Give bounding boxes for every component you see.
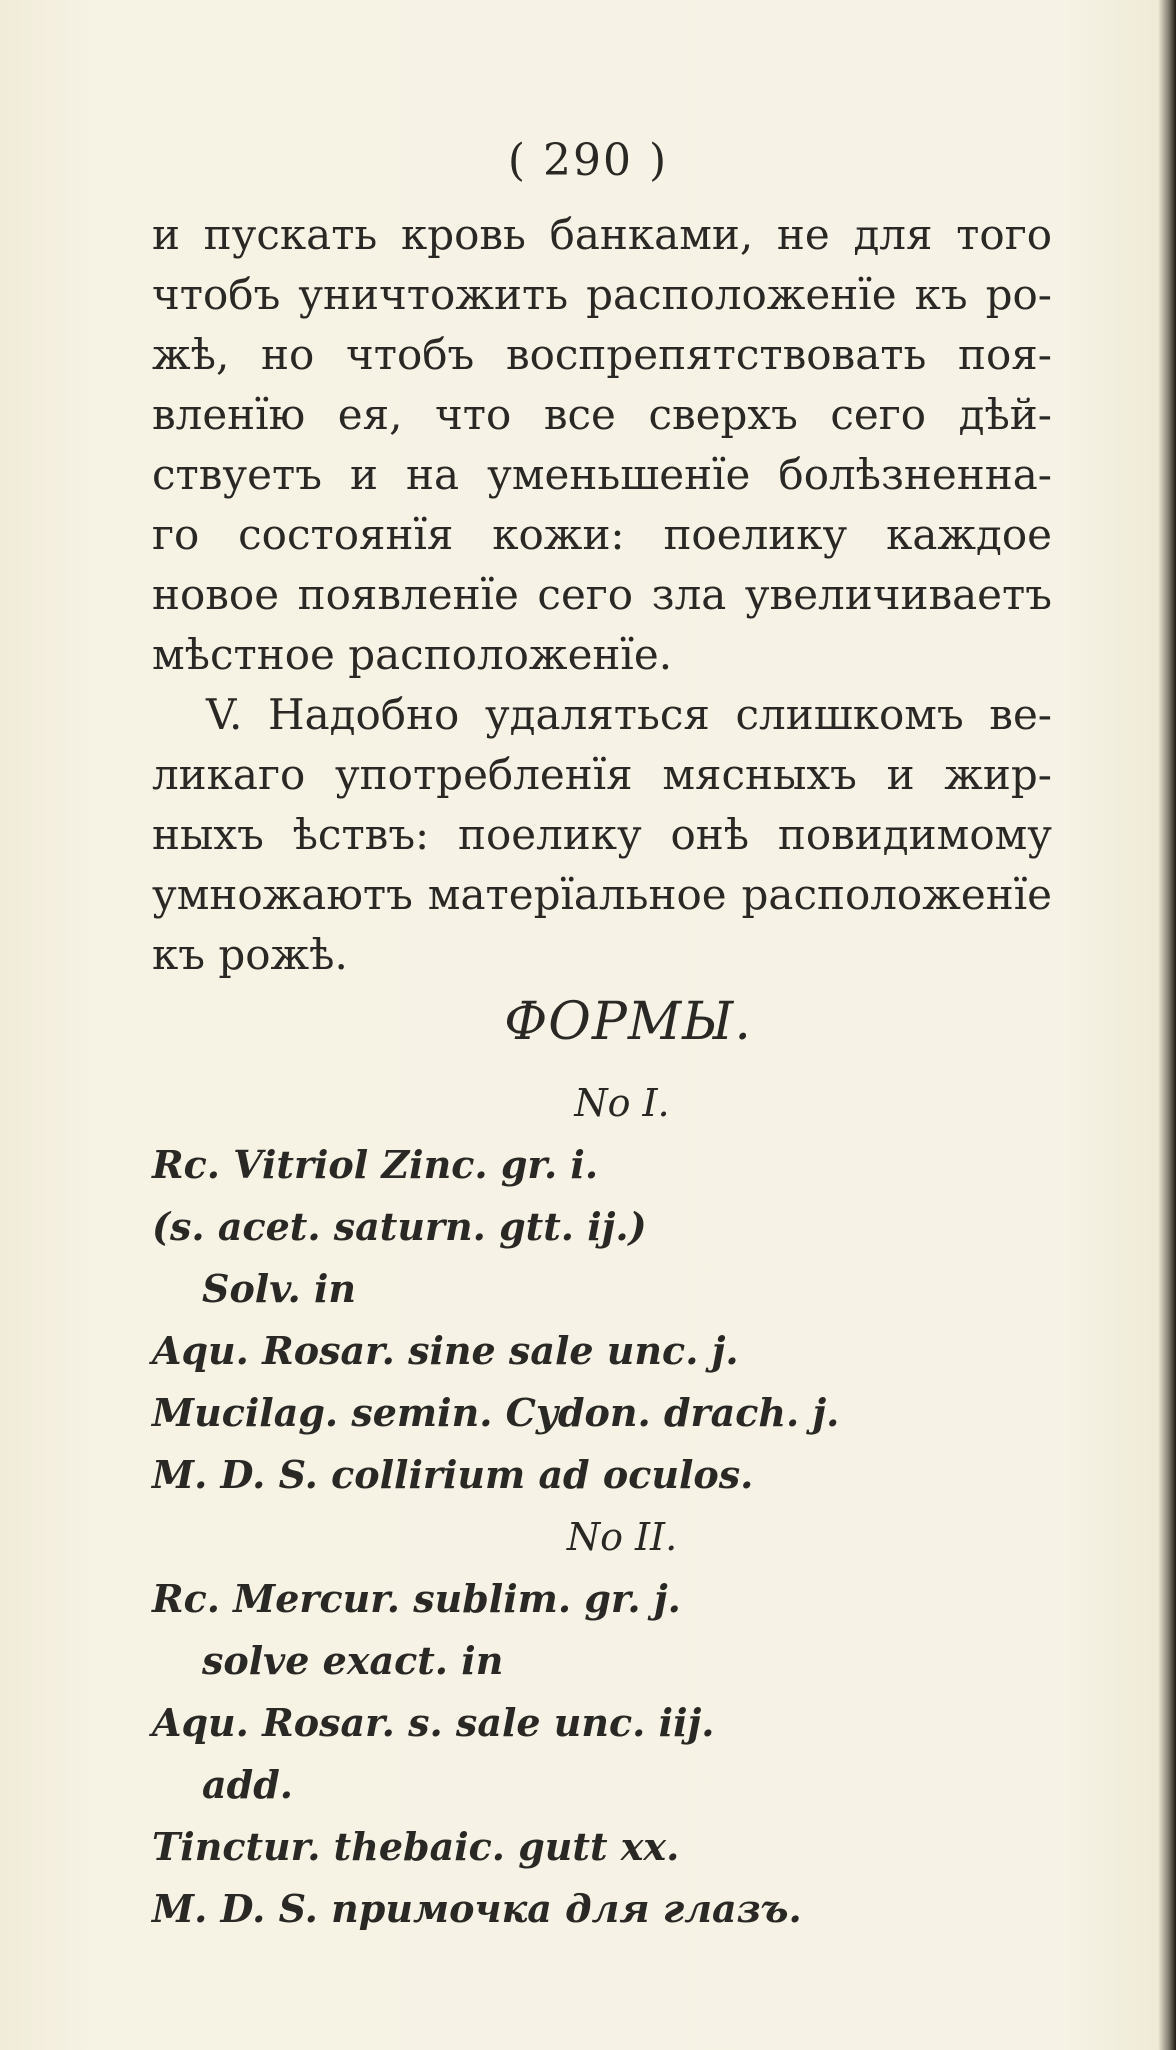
recipe-line: M. D. S. collirium ad oculos. [152, 1452, 754, 1497]
recipe-line: Rc. Mercur. sublim. gr. j. [152, 1576, 681, 1621]
page-number: ( 290 ) [507, 135, 669, 186]
text-line: го состоянїя кожи: поелику каждое [152, 510, 1052, 559]
text-line: V. Надобно удаляться слишкомъ ве- [206, 690, 1052, 739]
text-line: жѣ, но чтобъ воспрепятствовать поя- [152, 330, 1052, 379]
recipe-line: (s. acet. saturn. gtt. ij.) [152, 1204, 647, 1249]
text-line: новое появленїе сего зла увеличиваетъ [152, 570, 1052, 619]
recipe-line: solve exact. in [202, 1638, 504, 1683]
text-line: и пускать кровь банками, не для того [152, 210, 1052, 259]
recipe-heading: No II. [566, 1515, 678, 1559]
paragraph-block [152, 205, 1052, 985]
recipe-line: Tinctur. thebaic. gutt xx. [152, 1824, 680, 1869]
recipe-line: Solv. in [202, 1266, 357, 1311]
text-line: мѣстное расположенїе. [152, 630, 673, 679]
text-line: умножаютъ матерїальное расположенїе [152, 870, 1052, 919]
recipe-heading: No I. [574, 1081, 670, 1125]
text-line: къ рожѣ. [152, 930, 348, 979]
text-line: вленїю ея, что все сверхъ сего дѣй- [152, 390, 1052, 439]
section-title: ФОРМЫ. [504, 992, 752, 1052]
text-line: ныхъ ѣствъ: поелику онѣ повидимому [152, 810, 1052, 859]
text-line: ствуетъ и на уменьшенїе болѣзненна- [152, 450, 1052, 499]
recipe-line: add. [202, 1762, 293, 1807]
recipe-line: Mucilag. semin. Cydon. drach. j. [152, 1390, 840, 1435]
recipe-line: Rc. Vitriol Zinc. gr. i. [152, 1142, 599, 1187]
recipe-line: Aqu. Rosar. sine sale unc. j. [152, 1328, 739, 1373]
recipes-block [152, 1072, 1052, 1940]
text-line: ликаго употребленїя мясныхъ и жир- [152, 750, 1052, 799]
recipe-line: M. D. S. примочка для глазъ. [152, 1886, 802, 1931]
text-line: чтобъ уничтожить расположенїе къ ро- [152, 270, 1052, 319]
recipe-line: Aqu. Rosar. s. sale unc. iij. [152, 1700, 715, 1745]
